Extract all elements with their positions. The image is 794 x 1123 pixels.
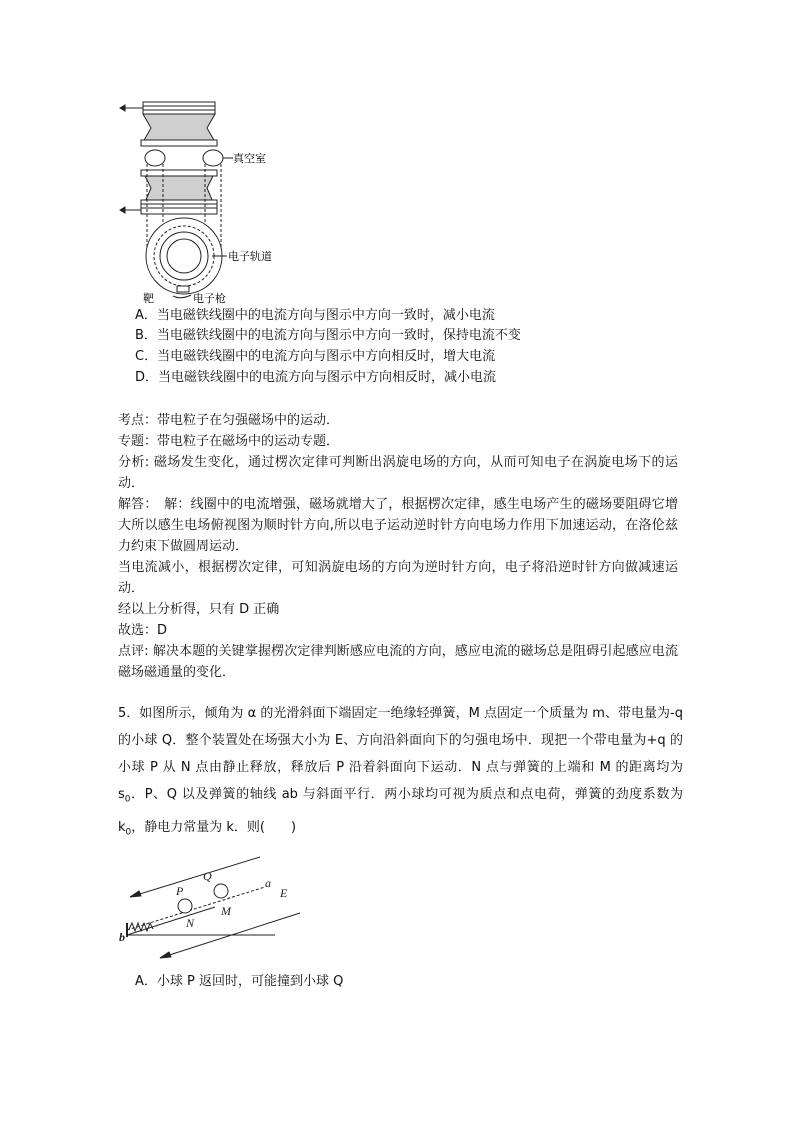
incline-figure (115, 855, 305, 965)
betatron-figure (115, 100, 285, 305)
q4-option-b: B．当电磁铁线圈中的电流方向与图示中方向一致时，保持电流不变 (135, 328, 521, 343)
label-E: E (280, 886, 288, 900)
zhuanti: 专题：带电粒子在磁场中的运动专题． (118, 434, 340, 449)
analysis-line3: 经以上分析得，只有 D 正确 (118, 602, 280, 617)
dianping: 点评: 解决本题的关键掌握楞次定律判断感应电流的方向，感应电流的磁场总是阻碍引起感应电流磁场磁通量的变化． (118, 644, 678, 680)
label-target: 靶 (143, 293, 154, 305)
question-5: 5．如图所示，倾角为 α 的光滑斜面下端固定一绝缘轻弹簧，M 点固定一个质量为 m、带电量为-q 的小球 Q．整个装置处在场强大小为 E、方向沿斜面向下的匀强电场中．现把一个带电量为+q 的小球 P 从 N 点由静止释放，释放后 P 沿着斜面向下运动．N 点与弹簧的上端和 M 的距离均为 $s_0$．P、Q 以及弹簧的轴线 ab 与斜面平行．两小球均可视为质点和点电荷，弹簧的劲度系数为 $k_0$，静电力常量为 k．则( ) (118, 706, 683, 838)
label-gun: 电子枪 (193, 293, 226, 305)
label-N: N (186, 916, 195, 930)
label-P: P (176, 884, 184, 898)
q4-option-d: D．当电磁铁线圈中的电流方向与图示中方向相反时，减小电流 (135, 370, 497, 385)
label-Q: Q (203, 869, 212, 883)
q5-option-a: A．小球 P 返回时，可能撞到小球 Q (135, 974, 344, 989)
label-M: M (221, 904, 231, 918)
kaodian: 考点：带电粒子在匀强磁场中的运动． (118, 413, 340, 428)
fenxi: 分析: 磁场发生变化，通过楞次定律可判断出涡旋电场的方向，从而可知电子在涡旋电场下的运动． (118, 455, 678, 491)
q4-option-c: C．当电磁铁线圈中的电流方向与图示中方向相反时，增大电流 (135, 349, 496, 364)
label-b: b (119, 930, 125, 944)
q4-option-a: A．当电磁铁线圈中的电流方向与图示中方向一致时，减小电流 (135, 308, 495, 323)
label-orbit: 电子轨道 (228, 251, 272, 263)
jieda: 解答： 解：线圈中的电流增强，磁场就增大了，根据楞次定律，感生电场产生的磁场要阻碍它增大所以感生电场俯视图为顺时针方向,所以电子运动逆时针方向电场力作用下加速运动，在洛伦兹力约束下做圆周运动． (118, 497, 678, 554)
label-a: a (265, 876, 271, 890)
analysis-line2: 当电流减小，根据楞次定律，可知涡旋电场的方向为逆时针方向，电子将沿逆时针方向做减速运动． (118, 560, 678, 596)
analysis-block (118, 410, 678, 683)
answer: 故选：D (118, 623, 168, 638)
label-vacuum: 真空室 (233, 153, 266, 165)
